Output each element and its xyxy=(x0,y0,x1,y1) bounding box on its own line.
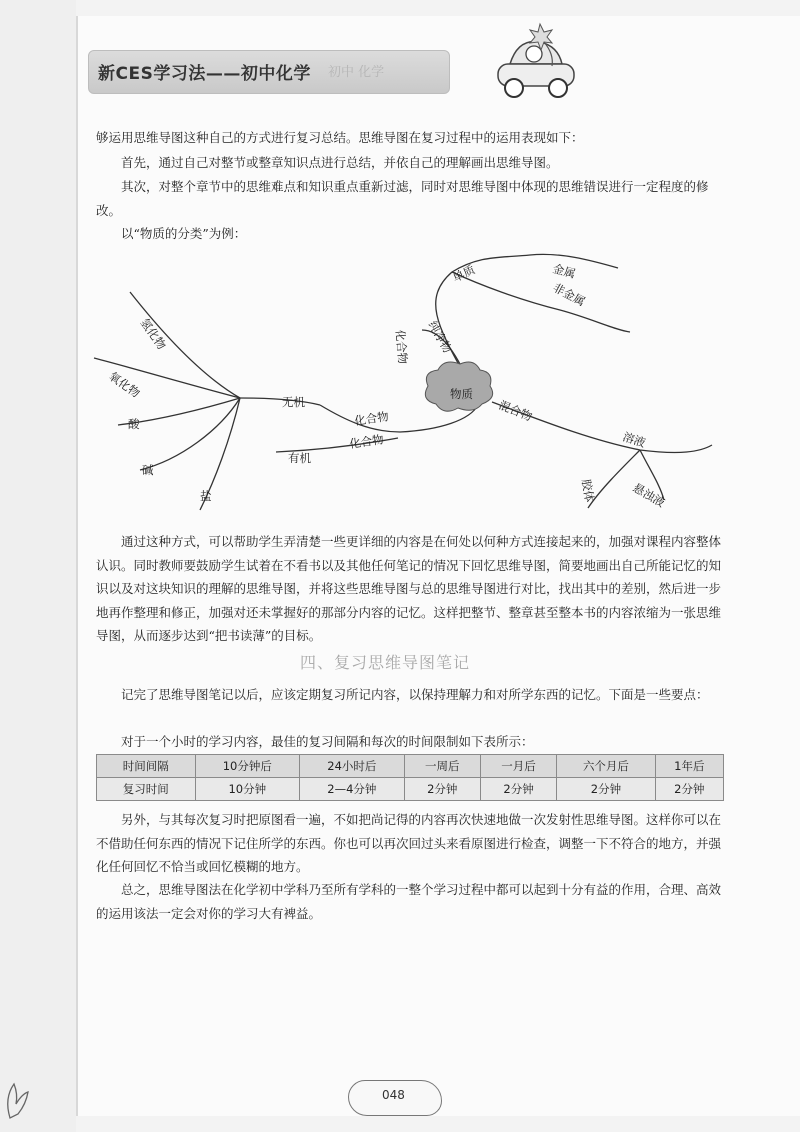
table-cell: 1年后 xyxy=(655,755,723,778)
mindmap-org-compound: 化合物 xyxy=(348,432,385,451)
mindmap-pure: 纯净物 xyxy=(425,318,455,356)
paragraph-5: 通过这种方式，可以帮助学生弄清楚一些更详细的内容是在何处以何种方式连接起来的，加强对课程内容整体认识。同时教师要鼓励学生试着在不看书以及其他任何笔记的情况下回忆思维导图，简要地画出自己所能记忆的知识以及对这块知识的理解的思维导图，并将这些思维导图与总的思维导图进行对比，找出其中的差别，然后进一步地再作整理和修正，加强对还未掌握好的那部分内容的记忆。这样把整节、整章甚至整本书的内容浓缩为一张思维导图，从而逐步达到“把书读薄”的目标。 xyxy=(96,534,722,643)
table-cell: 复习时间 xyxy=(97,778,196,801)
page-number: 048 xyxy=(382,1088,405,1102)
mindmap-salt: 盐 xyxy=(200,489,212,503)
table-row xyxy=(97,778,724,801)
mindmap-base: 碱 xyxy=(142,463,154,477)
table-cell: 2分钟 xyxy=(557,778,656,801)
table-cell: 2分钟 xyxy=(404,778,480,801)
paragraph-2: 首先，通过自己对整节或整章知识点进行总结，并依自己的理解画出思维导图。 xyxy=(121,155,559,170)
mindmap-nonmetal: 非金属 xyxy=(550,280,588,309)
mindmap-inorg-compound: 化合物 xyxy=(353,409,390,428)
mindmap-solution: 溶液 xyxy=(621,429,648,450)
table-cell: 10分钟 xyxy=(195,778,300,801)
review-schedule-table xyxy=(96,754,724,801)
mindmap-metal: 金属 xyxy=(551,261,578,281)
paragraph-6: 记完了思维导图笔记以后，应该定期复习所记内容，以保持理解力和对所学东西的记忆。下面是一些要点： xyxy=(121,687,709,702)
table-row xyxy=(97,755,724,778)
mindmap-colloid: 胶体 xyxy=(579,478,597,504)
mindmap-organic: 有机 xyxy=(288,451,311,465)
mindmap-inorganic: 无机 xyxy=(282,395,305,409)
paragraph-7: 对于一个小时的学习内容，最佳的复习间隔和每次的时间限制如下表所示： xyxy=(121,734,534,749)
table-cell: 六个月后 xyxy=(557,755,656,778)
table-cell: 一周后 xyxy=(404,755,480,778)
mindmap-compound-vertical: 化合物 xyxy=(393,329,410,365)
header-faint-label: 初中 化学 xyxy=(328,65,385,80)
section-title: 四、复习思维导图笔记 xyxy=(300,653,471,672)
table-cell: 2分钟 xyxy=(480,778,556,801)
left-margin xyxy=(0,0,76,1132)
paragraph-3: 其次，对整个章节中的思维难点和知识重点重新过滤，同时对思维导图中体现的思维错误进行一定程度的修改。 xyxy=(96,179,709,218)
mindmap-suspension: 悬浊液 xyxy=(630,480,668,510)
car-illustration-icon xyxy=(480,16,590,108)
mind-map-diagram xyxy=(0,240,800,530)
mindmap-hydride: 氢化物 xyxy=(137,315,169,352)
table-cell: 2—4分钟 xyxy=(300,778,405,801)
table-cell: 24小时后 xyxy=(300,755,405,778)
paragraph-9: 总之，思维导图法在化学初中学科乃至所有学科的一整个学习过程中都可以起到十分有益的作用，合理、高效的运用该法一定会对你的学习大有裨益。 xyxy=(96,882,722,921)
mindmap-acid: 酸 xyxy=(128,417,140,431)
table-cell: 2分钟 xyxy=(655,778,723,801)
paragraph-8: 另外，与其每次复习时把原图看一遍，不如把尚记得的内容再次快速地做一次发射性思维导图。这样你可以在不借助任何东西的情况下记住所学的东西。你也可以再次回过头来看原图进行检查，调整一下不符合的地方，并强化任何回忆不恰当或回忆模糊的地方。 xyxy=(96,812,722,874)
paragraph-1: 够运用思维导图这种自己的方式进行复习总结。思维导图在复习过程中的运用表现如下： xyxy=(96,130,584,145)
table-cell: 时间间隔 xyxy=(97,755,196,778)
mindmap-mixture: 混合物 xyxy=(496,397,535,424)
table-cell: 一月后 xyxy=(480,755,556,778)
paragraph-4: 以“物质的分类”为例： xyxy=(121,226,247,241)
mind-map-branches xyxy=(94,254,712,510)
mindmap-oxide: 氧化物 xyxy=(106,368,143,401)
book-title: 新CES学习法——初中化学 xyxy=(98,64,311,84)
mindmap-single: 单质 xyxy=(450,262,478,285)
table-cell: 10分钟后 xyxy=(195,755,300,778)
rabbit-doodle-icon xyxy=(0,1058,40,1128)
mindmap-center-label: 物质 xyxy=(450,387,473,401)
